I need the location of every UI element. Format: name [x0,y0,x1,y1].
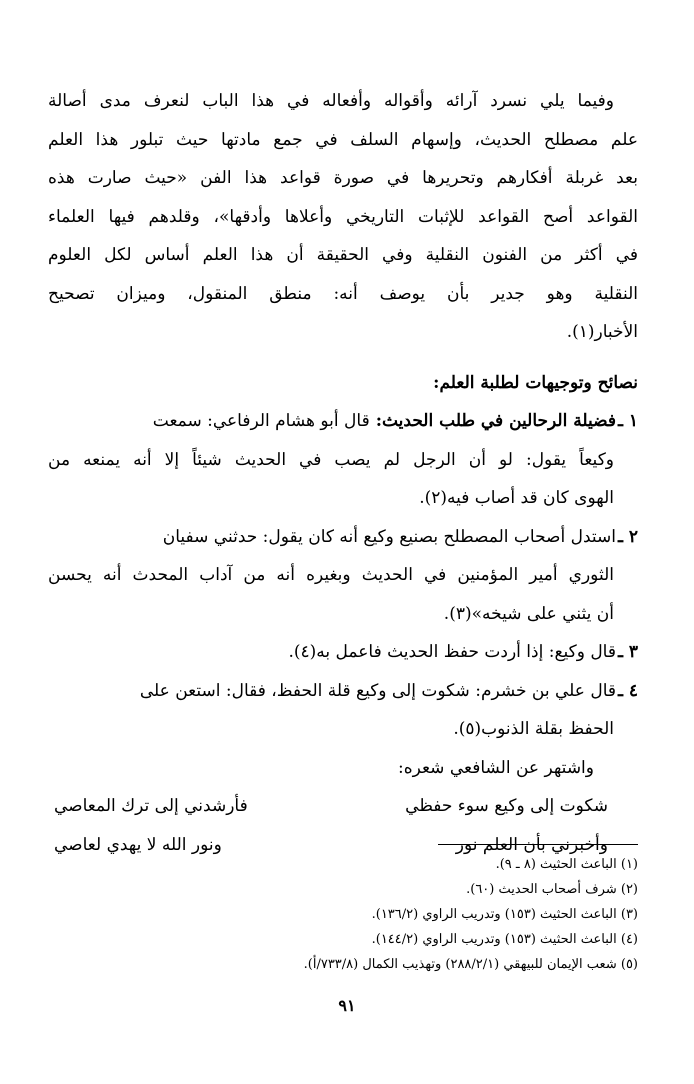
section-heading: نصائح وتوجيهات لطلبة العلم: [433,372,638,393]
footnote-1: (١) الباعث الحثيث (٨ ـ ٩). [495,857,638,872]
item-number: ١ ـ [617,411,638,431]
footnote-divider [438,844,638,845]
list-item-4 [48,672,638,711]
page-number: ٩١ [338,996,356,1015]
item-text: قال علي بن خشرم: شكوت إلى وكيع قلة الحفظ، فقال: استعن على [139,680,616,701]
list-item-2 [48,518,638,557]
intro-line-4: القواعد أصح القواعد للإثبات التاريخي وأعلاها وأدقها»، وقلدهم فيها العلماء [48,206,638,227]
poem-intro: واشتهر عن الشافعي شعره: [397,757,594,778]
item-lead: فضيلة الرحالين في طلب الحديث: [375,411,616,431]
footnote-3: (٣) الباعث الحثيث (١٥٣) وتدريب الراوي (١٣٦/٢). [371,907,638,922]
list-item-3 [48,633,638,672]
item-2-line-2: الثوري أمير المؤمنين في الحديث وبغيره أنه من آداب المحدث أنه يحسن [48,565,614,585]
verse-1 [48,787,638,826]
verse-1-second-hemistich: فأرشدني إلى ترك المعاصي [54,796,248,816]
intro-line-6: النقلية وهو جدير بأن يوصف أنه: منطق المنقول، وميزان تصحيح [48,283,638,304]
item-text: استدل أصحاب المصطلح بصنيع وكيع أنه كان يقول: حدثني سفيان [162,526,616,547]
item-4-line-2: الحفظ بقلة الذنوب(٥). [453,719,614,739]
item-number: ٤ ـ [617,680,638,701]
intro-line-7: الأخبار(١). [566,322,638,342]
item-1-line-2: وكيعاً يقول: لو أن الرجل لم يصب في الحديث شيئاً إلا أنه يمنعه من [48,449,614,470]
item-number: ٣ ـ [617,642,638,662]
intro-line-2: علم مصطلح الحديث، وإسهام السلف في جمع مادتها حيث تبلور هذا العلم [48,129,638,150]
footnote-5: (٥) شعب الإيمان للبيهقي (٢٨٨/٢/١) وتهذيب الكمال (٧٣٣/٨/أ). [303,957,638,972]
verse-1-first-hemistich: شكوت إلى وكيع سوء حفظي [405,796,608,816]
list-item-1 [48,402,638,441]
intro-line-5: في أكثر من الفنون النقلية وفي الحقيقة أن هذا العلم أساس لكل العلوم [48,245,638,265]
item-number: ٢ ـ [617,526,638,547]
main-text [48,82,638,864]
item-text: قال أبو هشام الرفاعي: سمعت [152,411,370,431]
item-1-line-3: الهوى كان قد أصاب فيه(٢). [419,488,614,508]
footnote-4: (٤) الباعث الحثيث (١٥٣) وتدريب الراوي (١٤٤/٢). [371,932,638,947]
intro-line-3: بعد غربلة أفكارهم وتحريرها في صورة قواعد هذا الفن «حيث صارت هذه [48,168,638,188]
item-text: قال وكيع: إذا أردت حفظ الحديث فاعمل به(٤). [288,642,616,662]
footnotes [48,852,638,977]
verse-2-first-hemistich: وأخبرني بأن العلم نور [455,834,608,855]
intro-line-1: وفيما يلي نسرد آرائه وأقواله وأفعاله في هذا الباب لنعرف مدى أصالة [48,91,614,111]
verse-2-second-hemistich: ونور الله لا يهدي لعاصي [54,834,222,855]
footnote-2: (٢) شرف أصحاب الحديث (٦٠). [466,882,638,897]
item-2-line-3: أن يثني على شيخه»(٣). [443,603,614,624]
